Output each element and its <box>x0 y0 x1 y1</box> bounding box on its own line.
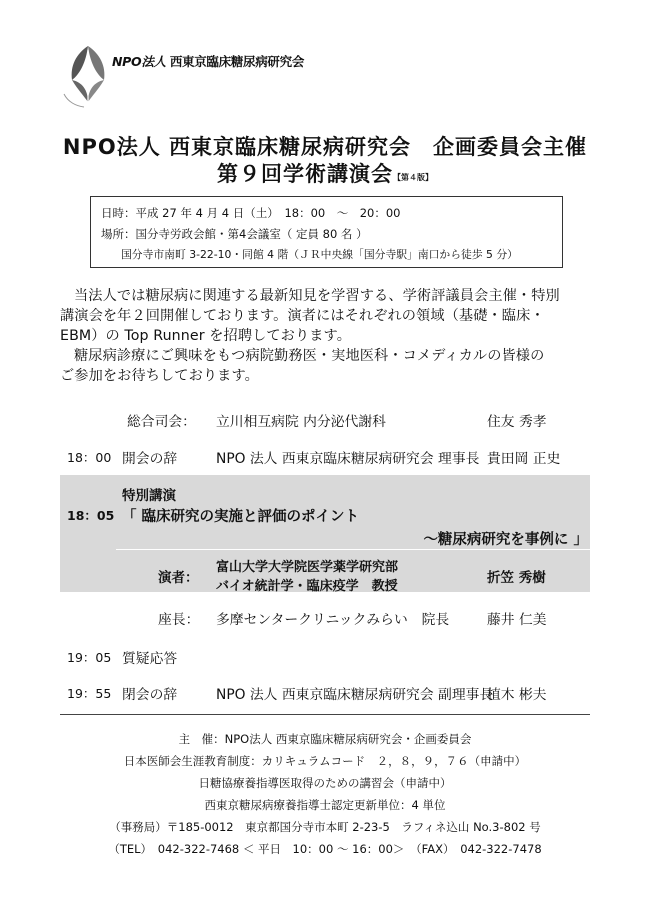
intro-line: EBM）の Top Runner を招聘しております。 <box>60 328 351 344</box>
moderator-name: 住友 秀孝 <box>487 414 547 430</box>
event-info-box <box>90 196 563 268</box>
opening-name: 貴田岡 正史 <box>487 451 561 467</box>
special-lecture-label: 特別講演 <box>122 488 176 504</box>
closing-affiliation: NPO 法人 西東京臨床糖尿病研究会 副理事長 <box>216 687 494 703</box>
closing-title: 閉会の辞 <box>122 687 178 703</box>
qa-title: 質疑応答 <box>122 651 178 667</box>
event-date: 日時：平成 27 年 4 月 4 日（土） 18：00 ～ 20：00 <box>101 206 401 220</box>
chair-label: 座長： <box>158 612 200 628</box>
opening-title: 開会の辞 <box>122 451 178 467</box>
footer-contact: （TEL） 042-322-7468 ＜ 平日 10：00 ～ 16：00＞ （FAX） 042-322-7478 <box>108 842 542 856</box>
event-sub-title <box>0 158 650 188</box>
chair-name: 藤井 仁美 <box>487 612 547 628</box>
intro-line: 当法人では糖尿病に関連する最新知見を学習する、学術評議員会主催・特別 <box>74 288 560 304</box>
footer-office: （事務局）〒185-0012 東京都国分寺市本町 2-23-5 ラフィネ込山 No.3-802 号 <box>109 820 541 834</box>
speaker-name: 折笠 秀樹 <box>487 570 546 586</box>
edition-badge: 【第４版】 <box>393 173 433 182</box>
closing-time: 19：55 <box>67 686 112 701</box>
lecture-title-line2: ～糖尿病研究を事例に 」 <box>423 532 588 548</box>
footer-cme: 日本医師会生涯教育制度：カリキュラムコード ２，８，９，７６（申請中） <box>123 754 527 768</box>
event-main-title: NPO法人 西東京臨床糖尿病研究会 企画委員会主催 <box>62 135 588 159</box>
moderator-label: 総合司会： <box>127 414 196 430</box>
lecture-title-line1: 「 臨床研究の実施と評価のポイント <box>122 509 360 525</box>
intro-line: 糖尿病診療にご興味をもつ病院勤務医・実地医科・コメディカルの皆様の <box>74 348 545 364</box>
org-name: 西東京臨床糖尿病研究会 <box>169 54 305 69</box>
qa-time: 19：05 <box>67 650 112 665</box>
footer-cde: 西東京糖尿病療養指導士認定更新単位：4 単位 <box>204 798 446 812</box>
footer-jds: 日糖協療養指導医取得のための講習会（申請中） <box>198 776 452 790</box>
special-lecture-block <box>60 475 590 592</box>
event-address: 国分寺市南町 3-22-10・同館 4 階（ＪＲ中央線「国分寺駅」南口から徒歩 5 分） <box>121 248 518 261</box>
organization-header <box>112 52 304 70</box>
event-number-title: 第９回学術講演会 <box>217 162 393 186</box>
organization-logo-icon <box>58 40 118 110</box>
moderator-affiliation: 立川相互病院 内分泌代謝科 <box>216 414 386 430</box>
event-venue: 場所：国分寺労政会館・第4会議室（ 定員 80 名 ） <box>101 227 368 241</box>
footer-divider <box>60 714 590 715</box>
intro-paragraph <box>60 286 600 386</box>
org-prefix: NPO法人 <box>112 54 166 69</box>
speaker-affiliation-2: バイオ統計学・臨床疫学 教授 <box>216 579 398 594</box>
intro-line: 講演会を年２回開催しております。演者にはそれぞれの領域（基礎・臨床・ <box>60 308 545 324</box>
opening-time: 18：00 <box>67 450 112 465</box>
special-time: 18：05 <box>67 508 115 523</box>
chair-affiliation: 多摩センタークリニックみらい 院長 <box>216 612 450 628</box>
speaker-affiliation-1: 富山大学大学院医学薬学研究部 <box>216 560 399 575</box>
footer-sponsor: 主 催：NPO法人 西東京臨床糖尿病研究会・企画委員会 <box>178 732 472 746</box>
opening-affiliation: NPO 法人 西東京臨床糖尿病研究会 理事長 <box>216 451 480 467</box>
speaker-label: 演者： <box>158 570 199 586</box>
intro-line: ご参加をお待ちしております。 <box>60 368 259 384</box>
closing-name: 植木 彬夫 <box>487 687 547 703</box>
